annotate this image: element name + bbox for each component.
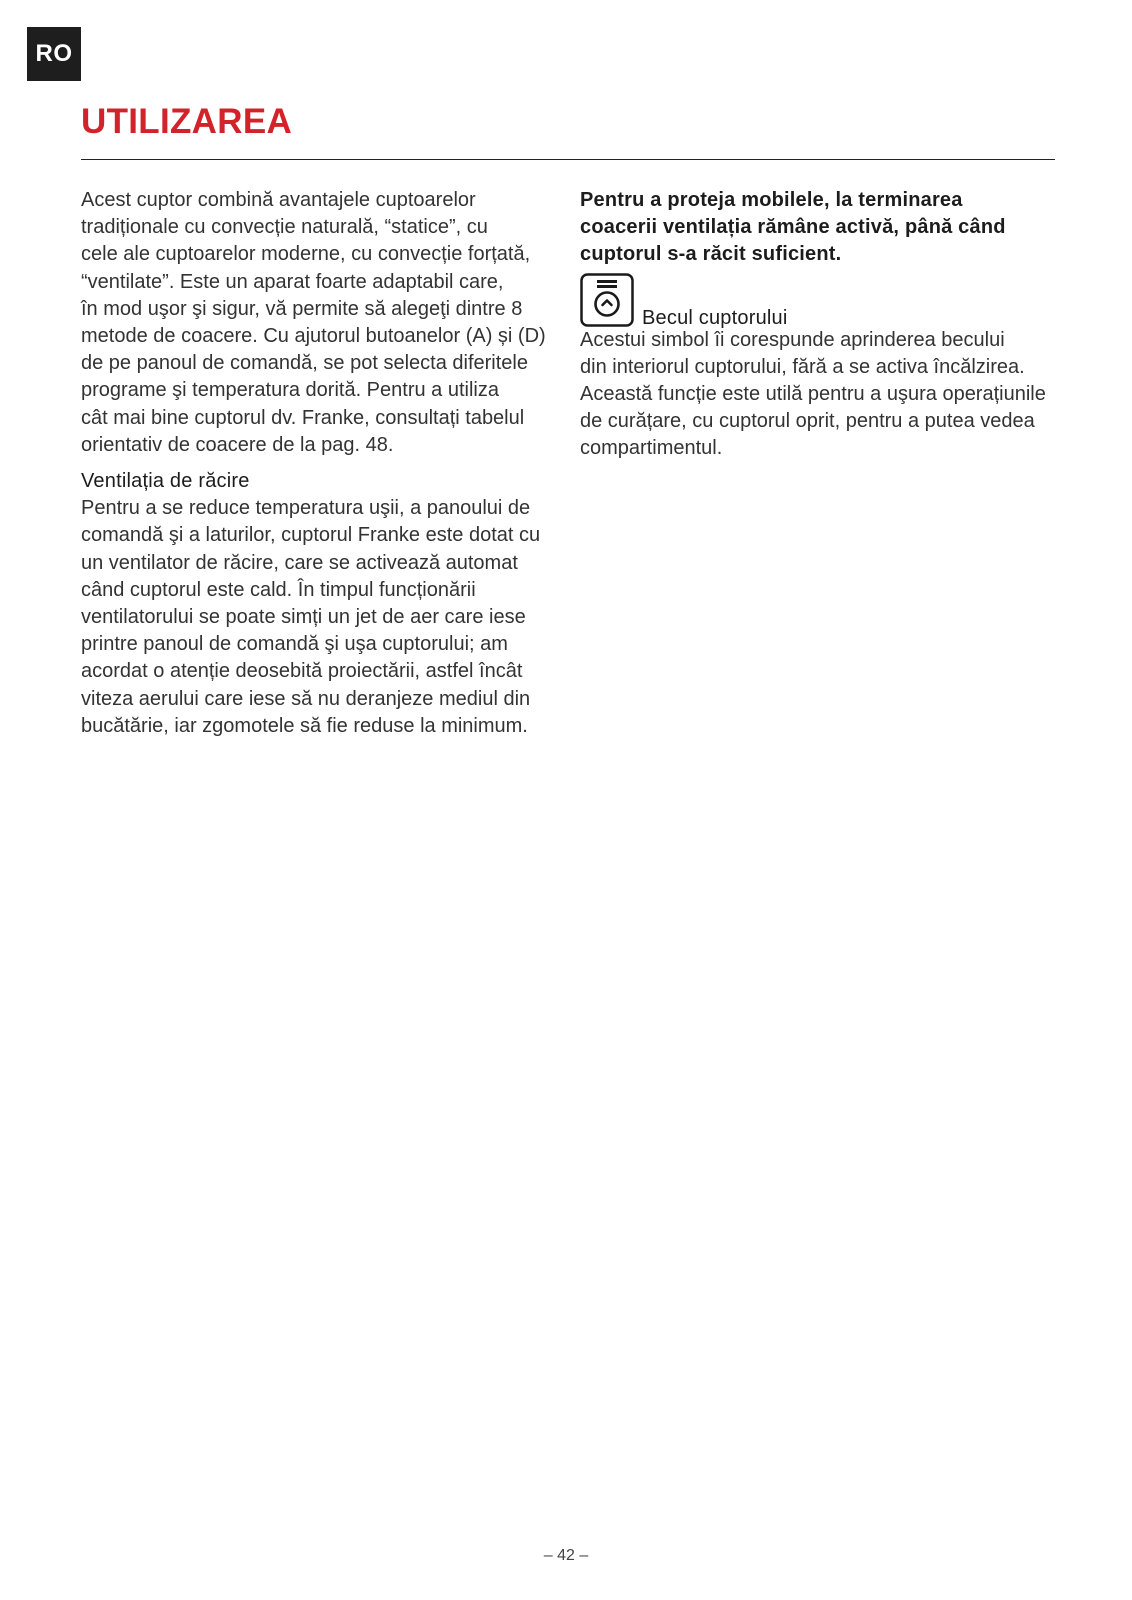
lamp-line: de curățare, cu cuptorul oprit, pentru a putea vedea: [580, 410, 1035, 433]
lamp-line: compartimentul.: [580, 437, 723, 460]
left-column: [81, 187, 556, 740]
cooling-line: comandă şi a laturilor, cuptorul Franke este dotat cu: [81, 524, 541, 547]
intro-line: cât mai bine cuptorul dv. Franke, consultați tabelul: [81, 406, 525, 429]
cooling-fan-paragraph: [81, 495, 556, 740]
lamp-line: din interiorul cuptorului, fără a se activa încălzirea.: [580, 355, 1025, 378]
intro-line: orientativ de coacere de la pag. 48.: [81, 433, 394, 456]
title-divider: [81, 159, 1055, 160]
cooling-line: viteza aerului care iese să nu deranjeze mediul din: [81, 687, 531, 710]
cooling-line: printre panoul de comandă şi uşa cuptorului; am: [81, 633, 508, 656]
oven-lamp-icon: [580, 273, 634, 327]
cooling-line: Pentru a se reduce temperatura uşii, a panoului de: [81, 497, 531, 520]
language-badge: [27, 27, 81, 81]
language-badge-label: RO: [35, 40, 73, 67]
intro-line: programe şi temperatura dorită. Pentru a utiliza: [81, 379, 499, 402]
intro-paragraph: [81, 187, 556, 459]
intro-line: de pe panoul de comandă, se pot selecta diferitele: [81, 352, 528, 375]
intro-line: în mod uşor şi sigur, vă permite să alegeţi dintre 8: [81, 297, 523, 320]
furniture-protection-note: [580, 187, 1058, 269]
intro-line: tradiționale cu convecție naturală, “statice”, cu: [81, 216, 488, 239]
cooling-line: bucătărie, iar zgomotele să fie reduse la minimum.: [81, 714, 528, 737]
page-title: UTILIZAREA: [81, 102, 293, 141]
intro-line: Acest cuptor combină avantajele cuptoarelor: [81, 189, 476, 211]
cooling-line: ventilatorului se poate simți un jet de aer care iese: [81, 606, 526, 629]
note-line: cuptorul s-a răcit suficient.: [580, 243, 842, 266]
intro-line: metode de coacere. Cu ajutorul butoanelor (A) și (D): [81, 325, 546, 348]
intro-line: “ventilate”. Este un aparat foarte adaptabil care,: [81, 270, 504, 293]
cooling-line: când cuptorul este cald. În timpul funcționării: [81, 578, 476, 601]
cooling-line: acordat o atenție deosebită proiectării, astfel încât: [81, 660, 523, 683]
intro-line: cele ale cuptoarelor moderne, cu convecție forțată,: [81, 243, 531, 266]
oven-lamp-heading: Becul cuptorului: [642, 306, 788, 329]
right-column: [580, 187, 1058, 463]
note-line: Pentru a proteja mobilele, la terminarea: [580, 189, 963, 211]
oven-lamp-paragraph: [580, 327, 1058, 463]
cooling-fan-heading: Ventilația de răcire: [81, 470, 250, 493]
page-number: – 42 –: [543, 1547, 589, 1564]
note-line: coacerii ventilația rămâne activă, până când: [580, 216, 1006, 239]
lamp-line: Acestui simbol îi corespunde aprinderea becului: [580, 328, 1005, 351]
lamp-line: Această funcție este utilă pentru a uşura operațiunile: [580, 383, 1046, 406]
cooling-line: un ventilator de răcire, care se activează automat: [81, 551, 518, 574]
oven-lamp-heading-row: [580, 273, 1058, 327]
